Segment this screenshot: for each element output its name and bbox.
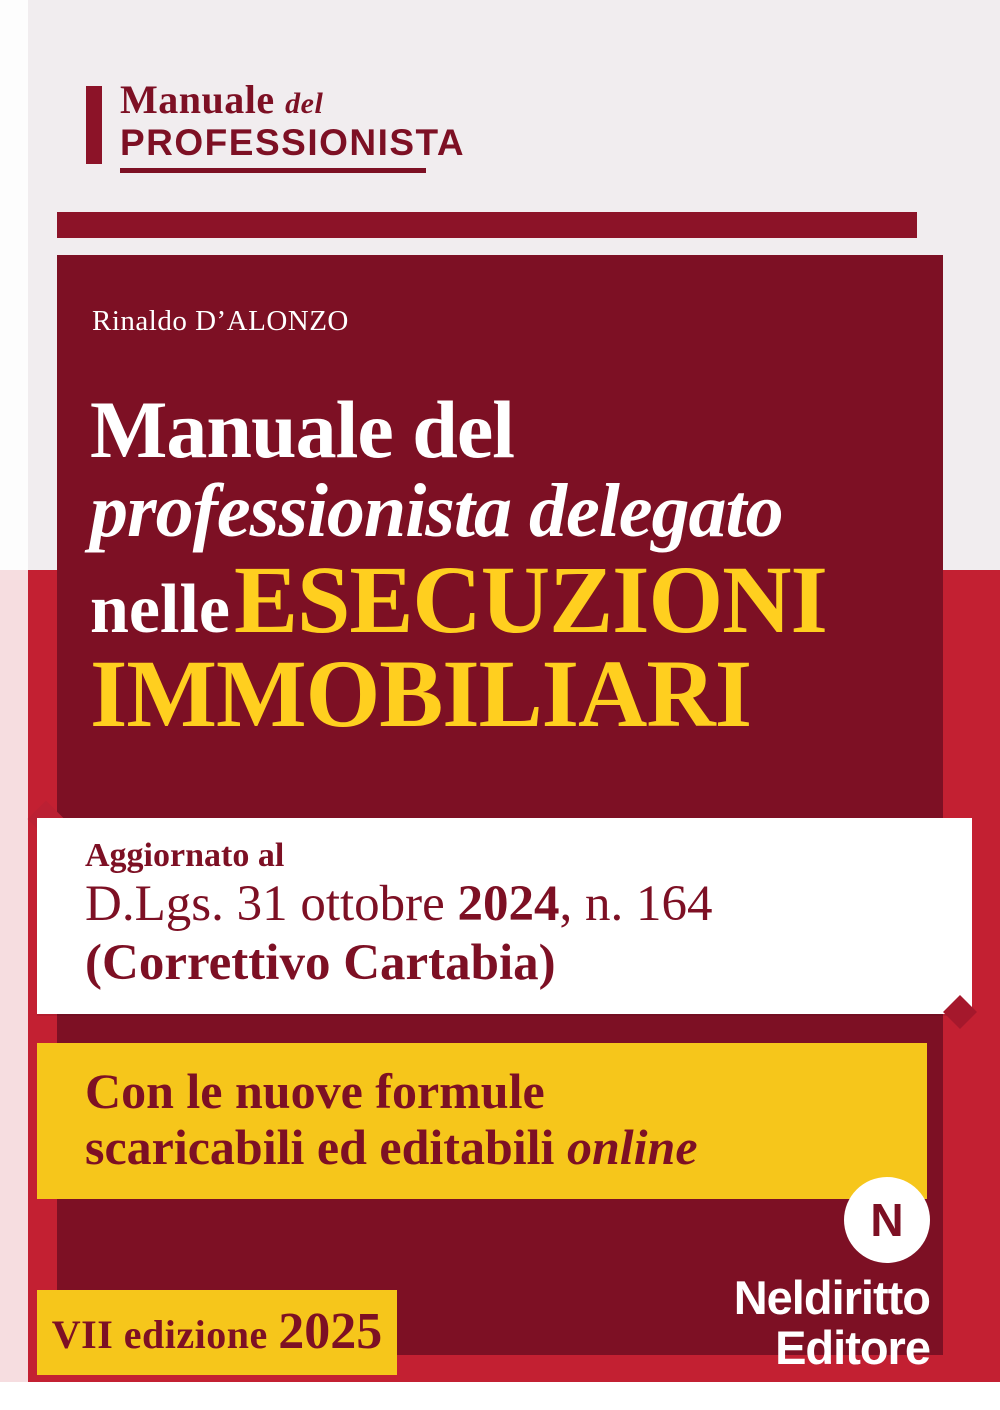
formulas-line-2	[85, 1119, 927, 1175]
edition-year: 2025	[278, 1303, 383, 1360]
update-line-3: (Correttivo Cartabia)	[85, 934, 556, 991]
collection-line2: PROFESSIONISTA	[120, 122, 466, 163]
panel-top-bar	[57, 212, 917, 238]
author-text: Rinaldo D’ALONZO	[92, 305, 349, 337]
collection-line1-italic: del	[285, 87, 324, 120]
title-line-1: Manuale del	[90, 384, 515, 475]
publisher-subtitle: Editore	[775, 1320, 930, 1374]
background-bottom-strip	[0, 1382, 1000, 1410]
book-title	[90, 384, 920, 747]
author-name	[92, 305, 349, 338]
collection-rule	[120, 168, 426, 173]
publisher-logo	[640, 1177, 930, 1372]
publisher-name: Neldiritto	[733, 1271, 930, 1325]
update-line-2-post: , n. 164	[559, 876, 713, 933]
collection-line1-main: Manuale	[120, 77, 275, 122]
collection-line1	[120, 77, 426, 122]
update-line-2-bold: 2024	[457, 876, 560, 933]
title-line-2: professionista delegato	[90, 469, 783, 554]
edition-badge	[37, 1290, 397, 1375]
update-box	[37, 818, 972, 1014]
publisher-logo-letter: N	[870, 1194, 904, 1247]
collection-bar-icon	[86, 86, 102, 164]
update-line-2	[85, 875, 972, 934]
formulas-line-2-pre: scaricabili ed editabili	[85, 1119, 567, 1175]
update-line-2-pre: D.Lgs. 31 ottobre	[85, 876, 458, 933]
title-line-3-small: nelle	[90, 571, 230, 649]
title-line-4: IMMOBILIARI	[90, 639, 752, 747]
formulas-box	[37, 1043, 927, 1199]
update-line-1: Aggiornato al	[85, 837, 285, 874]
title-line-3	[90, 546, 920, 654]
publisher-mark-icon	[844, 1177, 930, 1263]
formulas-line-2-italic: online	[566, 1119, 698, 1175]
formulas-line-1: Con le nuove formule	[85, 1063, 545, 1119]
spine-strip	[0, 0, 28, 1410]
title-line-3-big: ESECUZIONI	[233, 546, 827, 654]
collection-mark	[86, 77, 466, 173]
edition-label: VII edizione	[51, 1312, 279, 1357]
